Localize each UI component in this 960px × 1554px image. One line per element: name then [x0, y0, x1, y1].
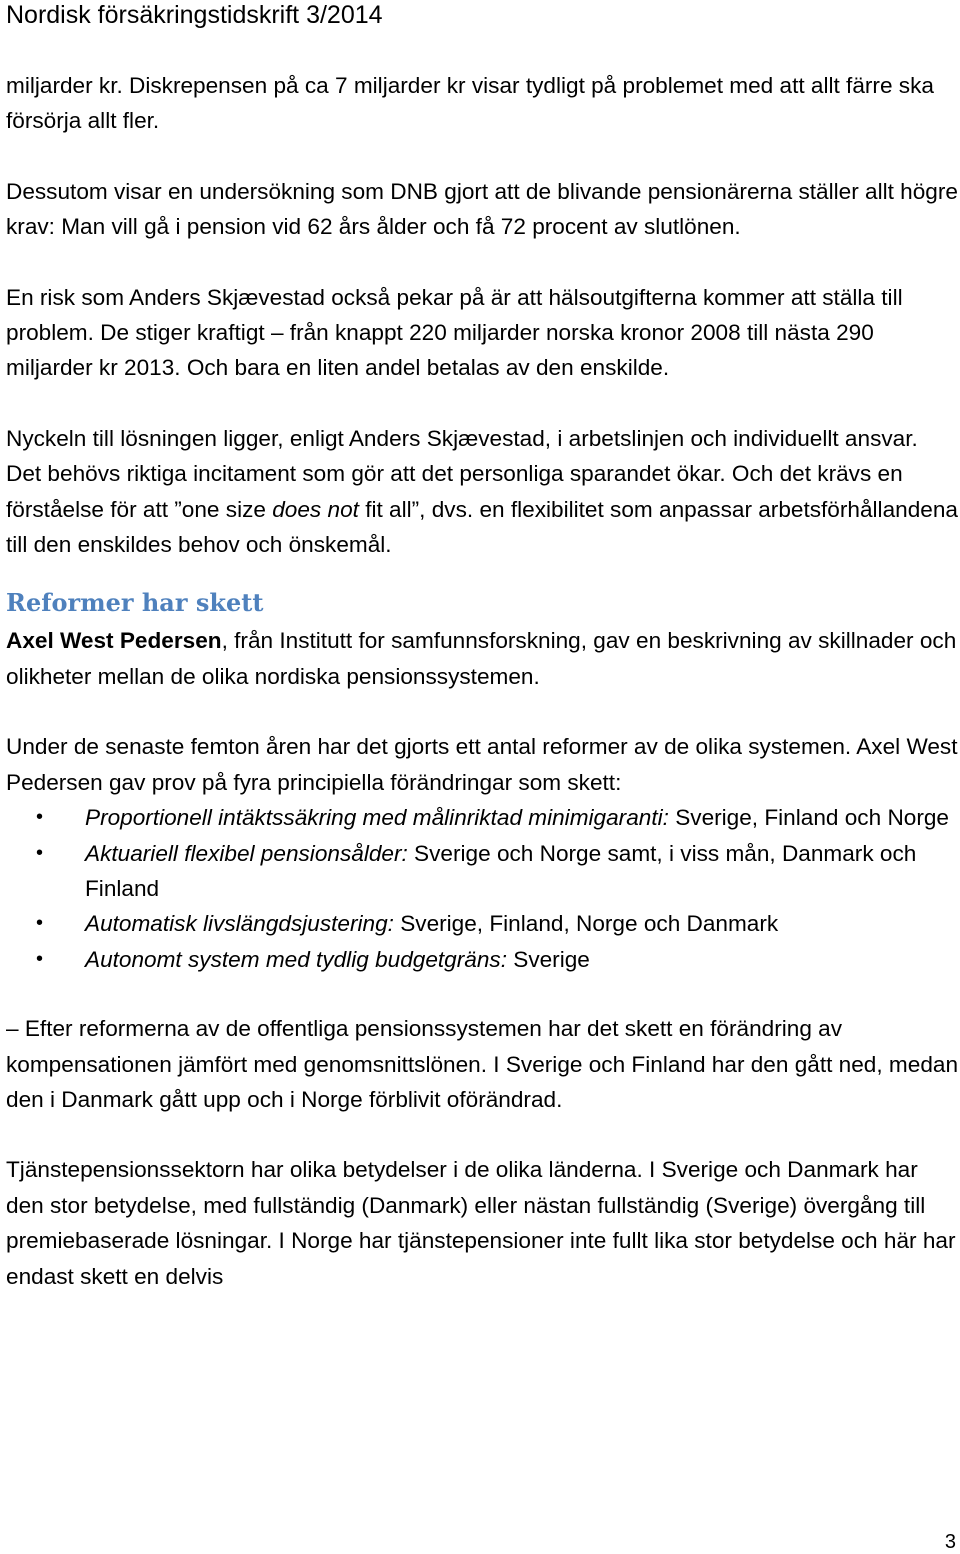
list-item-term: Automatisk livslängdsjustering: — [85, 911, 394, 937]
paragraph-2: Dessutom visar en undersökning som DNB gjort att de blivande pensionärerna ställer allt högre krav: Man vill gå i pension vid 62 års ålder och få 72 procent av slutlönen. — [6, 178, 958, 240]
list-item-term: Proportionell intäktssäkring med målinriktad minimigaranti: — [85, 805, 669, 831]
list-item-countries: Sverige, Finland och Norge — [668, 805, 949, 831]
list-item — [6, 836, 958, 907]
paragraph-4-part-b: fit all”, dvs. en flexibilitet som anpassar arbetsförhållandena till den enskildes behov och önskemål. — [6, 496, 958, 558]
list-item — [6, 942, 958, 977]
paragraph-4 — [6, 421, 958, 563]
speaker-name: Axel West Pedersen — [6, 628, 222, 654]
list-item-countries: Sverige — [506, 946, 590, 972]
list-item-term: Aktuariell flexibel pensionsålder: — [85, 840, 408, 866]
paragraph-1: miljarder kr. Diskrepensen på ca 7 miljarder kr visar tydligt på problemet med att allt färre ska försörja allt fler. — [6, 73, 934, 134]
bullet-icon: • — [36, 841, 44, 864]
list-item — [6, 800, 958, 835]
list-item — [6, 906, 958, 941]
section-intro — [6, 623, 958, 694]
paragraph-occupational-pensions: Tjänstepensionssektorn har olika betydelser i de olika länderna. I Sverige och Danmark har den stor betydelse, med fullständig (Danmark) eller nästan fullständig (Sverige) övergång till premiebaserade lösningar. I Norge har tjänstepensioner inte fullt lika stor betydelse och här har endast skett en delvis — [6, 1157, 956, 1289]
section-intro-text: , från Institutt for samfunnsforskning, gav en beskrivning av skillnader och olikheter mellan de olika nordiska pensionssystemen. — [6, 628, 957, 689]
list-item-countries: Sverige, Finland, Norge och Danmark — [393, 911, 779, 937]
article-body — [6, 68, 958, 1329]
list-item-countries: Sverige och Norge samt, i viss mån, Danmark och Finland — [85, 840, 917, 901]
paragraph-4-italic: does not — [272, 496, 359, 522]
section-heading: Reformer har skett — [6, 588, 264, 618]
page-number: 3 — [944, 1531, 956, 1553]
paragraph-4-part-a: Nyckeln till lösningen ligger, enligt Anders Skjævestad, i arbetslinjen och individuellt ansvar. Det behövs riktiga incitament som gör att det personliga sparandet ökar. Och det krävs en förståelse för att ”one size — [6, 425, 918, 522]
bullet-icon: • — [36, 912, 44, 935]
paragraph-3: En risk som Anders Skjævestad också pekar på är att hälsoutgifterna kommer att ställa till problem. De stiger kraftigt – från knappt 220 miljarder norska kronor 2008 till nästa 290 miljarder kr 2013. Och bara en liten andel betalas av den enskilde. — [6, 284, 903, 381]
list-item-term: Autonomt system med tydlig budgetgräns: — [85, 946, 507, 972]
bullet-icon: • — [36, 806, 44, 829]
bullet-icon: • — [36, 947, 44, 970]
paragraph-after-reforms: – Efter reformerna av de offentliga pensionssystemen har det skett en förändring av kompensationen jämfört med genomsnittslönen. I Sverige och Finland har den gått ned, medan den i Danmark gått upp och i Norge förblivit oförändrad. — [6, 1016, 959, 1112]
journal-header: Nordisk försäkringstidskrift 3/2014 — [6, 1, 383, 29]
reforms-list — [6, 800, 958, 977]
paragraph-reforms: Under de senaste femton åren har det gjorts ett antal reformer av de olika systemen. Axel West Pedersen gav prov på fyra principiella förändringar som skett: — [6, 734, 958, 795]
